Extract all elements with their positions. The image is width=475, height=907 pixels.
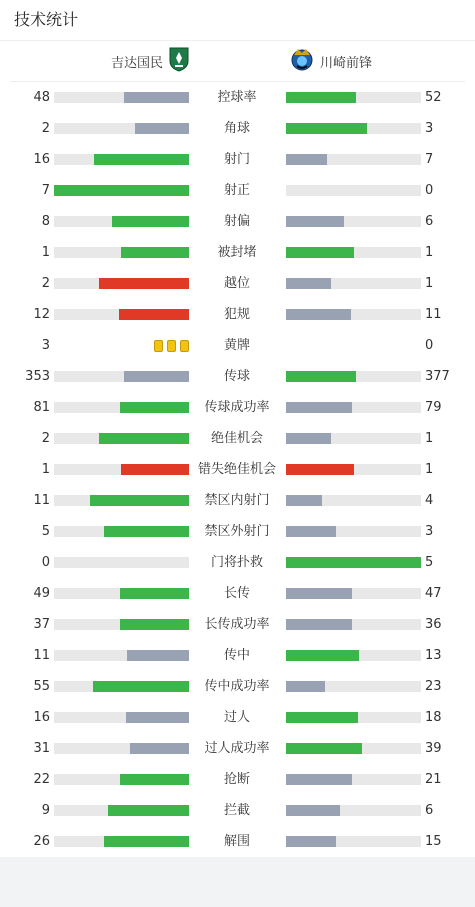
stat-label: 控球率 [217, 90, 257, 105]
stat-row [0, 206, 475, 237]
away-value: 4 [425, 493, 434, 508]
away-bar [286, 433, 331, 444]
away-team[interactable] [290, 41, 372, 81]
home-value: 81 [33, 400, 50, 415]
home-bar [104, 836, 189, 847]
home-team-logo-icon [169, 46, 189, 76]
away-bar-track [286, 650, 421, 661]
home-bar [108, 805, 189, 816]
home-value: 7 [41, 183, 50, 198]
away-bar-track [286, 185, 421, 196]
home-bar-track [54, 743, 189, 754]
home-bar-track [54, 154, 189, 165]
home-bar-track [54, 774, 189, 785]
away-bar [286, 495, 322, 506]
home-value: 31 [33, 741, 50, 756]
home-bar-track [54, 712, 189, 723]
stat-label: 抢断 [223, 772, 250, 787]
away-bar [286, 92, 356, 103]
away-value: 52 [425, 90, 442, 105]
home-bar-track [54, 185, 189, 196]
home-bar [120, 619, 189, 630]
stat-row [0, 547, 475, 578]
home-team[interactable] [111, 41, 189, 81]
away-bar-track [286, 836, 421, 847]
away-value: 11 [425, 307, 442, 322]
home-bar [130, 743, 189, 754]
home-bar-track [54, 805, 189, 816]
home-bar-track [54, 526, 189, 537]
home-value: 2 [41, 276, 50, 291]
home-bar-track [54, 836, 189, 847]
away-value: 1 [425, 276, 434, 291]
home-bar-track [54, 557, 189, 568]
away-bar-track [286, 743, 421, 754]
stat-row [0, 299, 475, 330]
yellow-card-icon [167, 340, 176, 352]
away-bar [286, 216, 344, 227]
home-value: 48 [33, 90, 50, 105]
away-bar-track [286, 247, 421, 258]
stat-label: 犯规 [223, 307, 250, 322]
stat-label: 射正 [223, 183, 250, 198]
home-bar-track [54, 402, 189, 413]
away-bar-track [286, 526, 421, 537]
home-value: 1 [41, 245, 50, 260]
home-bar [99, 433, 189, 444]
home-value: 11 [33, 493, 50, 508]
away-value: 6 [425, 803, 434, 818]
home-bar-track [54, 278, 189, 289]
home-bar [126, 712, 189, 723]
stat-row [0, 609, 475, 640]
away-bar-track [286, 805, 421, 816]
away-bar-track [286, 619, 421, 630]
home-value: 22 [33, 772, 50, 787]
away-value: 1 [425, 245, 434, 260]
stat-label: 禁区内射门 [204, 493, 270, 508]
stat-row [0, 578, 475, 609]
away-value: 36 [425, 617, 442, 632]
away-value: 23 [425, 679, 442, 694]
away-bar [286, 805, 340, 816]
home-bar-track [54, 92, 189, 103]
stat-label: 传中成功率 [204, 679, 270, 694]
stat-label: 过人 [223, 710, 250, 725]
stat-row [0, 82, 475, 113]
stat-label: 传中 [223, 648, 250, 663]
home-value: 1 [41, 462, 50, 477]
stat-row [0, 671, 475, 702]
stat-row [0, 330, 475, 361]
home-bar [120, 588, 189, 599]
home-value: 5 [41, 524, 50, 539]
away-value: 0 [425, 183, 434, 198]
away-value: 3 [425, 121, 434, 136]
home-bar [120, 774, 189, 785]
away-value: 5 [425, 555, 434, 570]
home-value: 3 [41, 338, 50, 353]
home-value: 16 [33, 710, 50, 725]
away-value: 47 [425, 586, 442, 601]
stat-row [0, 113, 475, 144]
away-bar [286, 247, 354, 258]
away-bar-track [286, 278, 421, 289]
away-bar [286, 588, 352, 599]
stat-row [0, 361, 475, 392]
away-value: 1 [425, 462, 434, 477]
stat-row [0, 516, 475, 547]
home-bar-track [54, 123, 189, 134]
away-bar-track [286, 557, 421, 568]
away-value: 39 [425, 741, 442, 756]
away-bar-track [286, 681, 421, 692]
stat-row [0, 640, 475, 671]
away-bar-track [286, 464, 421, 475]
home-bar-track [54, 619, 189, 630]
home-value: 8 [41, 214, 50, 229]
away-bar-track [286, 402, 421, 413]
stat-label: 传球 [223, 369, 250, 384]
away-value: 7 [425, 152, 434, 167]
home-bar-track [54, 371, 189, 382]
stat-label: 黄牌 [223, 338, 250, 353]
yellow-card-icon [180, 340, 189, 352]
stat-label: 门将扑救 [210, 555, 263, 570]
home-bar-track [54, 681, 189, 692]
stat-label: 长传 [223, 586, 250, 601]
home-bar-track [54, 309, 189, 320]
home-bar [135, 123, 189, 134]
away-bar [286, 557, 421, 568]
stat-row [0, 237, 475, 268]
home-bar [93, 681, 189, 692]
away-value: 13 [425, 648, 442, 663]
stat-label: 长传成功率 [204, 617, 270, 632]
stat-row [0, 423, 475, 454]
stat-row [0, 175, 475, 206]
home-bar [119, 309, 189, 320]
home-value: 55 [33, 679, 50, 694]
stat-label: 错失绝佳机会 [197, 462, 276, 477]
home-bar [99, 278, 189, 289]
away-bar [286, 371, 356, 382]
away-bar [286, 402, 352, 413]
home-bar [104, 526, 189, 537]
home-value: 2 [41, 431, 50, 446]
stat-label: 过人成功率 [204, 741, 270, 756]
stat-row [0, 392, 475, 423]
stat-label: 射门 [223, 152, 250, 167]
away-bar-track [286, 92, 421, 103]
away-bar [286, 774, 352, 785]
yellow-card-icon [154, 340, 163, 352]
away-bar [286, 743, 362, 754]
stat-row [0, 826, 475, 857]
away-bar [286, 681, 325, 692]
away-value: 79 [425, 400, 442, 415]
home-bar-track [54, 216, 189, 227]
away-bar [286, 836, 336, 847]
home-bar-track [54, 433, 189, 444]
away-bar [286, 619, 352, 630]
home-value: 11 [33, 648, 50, 663]
away-bar [286, 309, 351, 320]
away-bar-track [286, 433, 421, 444]
away-bar [286, 712, 358, 723]
stat-label: 传球成功率 [204, 400, 270, 415]
home-value: 49 [33, 586, 50, 601]
home-team-name: 吉达国民 [110, 55, 163, 71]
stat-label: 解围 [223, 834, 250, 849]
stat-label: 角球 [223, 121, 250, 136]
home-value: 12 [33, 307, 50, 322]
home-value: 16 [33, 152, 50, 167]
away-bar-track [286, 774, 421, 785]
away-team-logo-icon [290, 46, 314, 76]
away-value: 0 [425, 338, 434, 353]
home-value: 9 [41, 803, 50, 818]
away-bar-track [286, 371, 421, 382]
home-bar [120, 402, 189, 413]
home-bar [124, 92, 189, 103]
home-bar-track [54, 464, 189, 475]
home-value: 353 [25, 369, 50, 384]
home-value: 26 [33, 834, 50, 849]
away-value: 18 [425, 710, 442, 725]
stat-label: 被封堵 [217, 245, 257, 260]
home-bar [90, 495, 189, 506]
stat-label: 射偏 [223, 214, 250, 229]
away-value: 21 [425, 772, 442, 787]
away-value: 3 [425, 524, 434, 539]
page-title: 技术统计 [0, 0, 475, 41]
stats-list [0, 82, 475, 857]
away-bar-track [286, 216, 421, 227]
stat-row [0, 485, 475, 516]
teams-header [10, 41, 465, 82]
home-bar-track [54, 650, 189, 661]
away-bar-track [286, 495, 421, 506]
home-bar [121, 247, 189, 258]
home-bar-track [54, 495, 189, 506]
stat-row [0, 795, 475, 826]
home-value: 37 [33, 617, 50, 632]
home-bar-track [54, 247, 189, 258]
home-bar [121, 464, 189, 475]
home-bar [112, 216, 189, 227]
away-bar [286, 123, 367, 134]
stat-row [0, 764, 475, 795]
home-yellow-cards [154, 340, 189, 352]
stat-row [0, 268, 475, 299]
away-bar-track [286, 712, 421, 723]
away-bar [286, 154, 327, 165]
away-bar [286, 526, 336, 537]
away-bar-track [286, 123, 421, 134]
stat-label: 绝佳机会 [210, 431, 263, 446]
away-bar-track [286, 588, 421, 599]
away-bar-track [286, 309, 421, 320]
home-value: 0 [41, 555, 50, 570]
home-bar [124, 371, 189, 382]
home-bar-track [54, 588, 189, 599]
stat-row [0, 702, 475, 733]
away-bar [286, 650, 359, 661]
away-value: 377 [425, 369, 450, 384]
home-value: 2 [41, 121, 50, 136]
stat-row [0, 144, 475, 175]
stat-label: 禁区外射门 [204, 524, 270, 539]
stat-label: 拦截 [223, 803, 250, 818]
home-bar [54, 185, 189, 196]
away-bar-track [286, 154, 421, 165]
away-value: 6 [425, 214, 434, 229]
away-bar [286, 464, 354, 475]
away-bar [286, 278, 331, 289]
away-value: 1 [425, 431, 434, 446]
stat-row [0, 733, 475, 764]
home-bar [127, 650, 189, 661]
home-bar [94, 154, 189, 165]
stat-label: 越位 [223, 276, 250, 291]
away-value: 15 [425, 834, 442, 849]
away-team-name: 川崎前锋 [320, 55, 373, 71]
stat-row [0, 454, 475, 485]
